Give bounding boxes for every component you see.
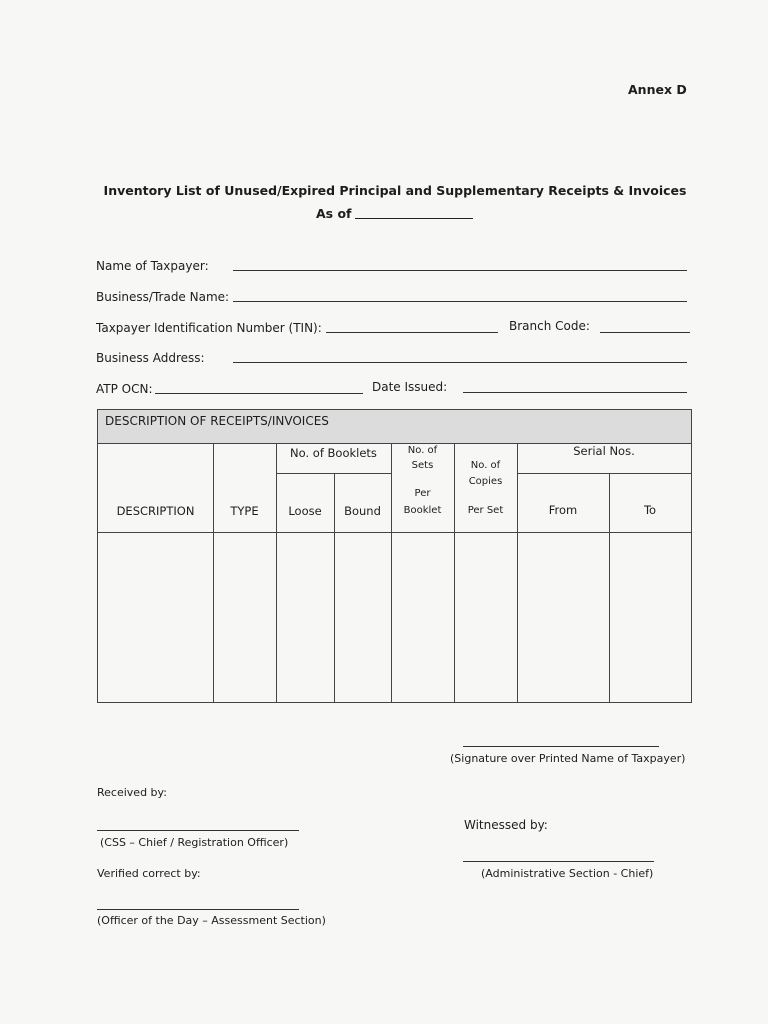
col-copies-line1: No. of [470,460,501,471]
taxpayer-signature-line[interactable] [463,746,659,747]
css-signature-line[interactable] [97,830,299,831]
css-signature-label: (CSS – Chief / Registration Officer) [100,836,289,849]
taxpayer-name-label: Name of Taxpayer: [96,259,209,273]
taxpayer-name-field[interactable] [233,270,687,271]
col-description: DESCRIPTION [116,504,195,518]
witnessed-by-label: Witnessed by: [464,818,548,832]
col-from: From [548,503,578,517]
verified-by-label: Verified correct by: [97,867,201,880]
col-booklets: No. of Booklets [290,446,377,460]
atp-ocn-field[interactable] [155,393,363,394]
officer-signature-line[interactable] [97,909,299,910]
col-copies-line2: Copies [468,476,503,487]
address-label: Business Address: [96,351,205,365]
col-sets-line4: Booklet [403,505,442,516]
as-of-label: As of [316,206,352,221]
col-sets-line3: Per [414,488,431,499]
tin-label: Taxpayer Identification Number (TIN): [96,321,322,335]
table-entry-area[interactable] [98,533,691,703]
address-field[interactable] [233,362,687,363]
received-by-label: Received by: [97,786,167,799]
admin-signature-line[interactable] [463,861,654,862]
col-loose: Loose [288,504,322,518]
trade-name-field[interactable] [233,301,687,302]
admin-signature-label: (Administrative Section - Chief) [481,867,654,880]
branch-code-label: Branch Code: [509,319,590,333]
officer-signature-label: (Officer of the Day – Assessment Section) [97,914,326,927]
date-issued-field[interactable] [463,392,687,393]
annex-label: Annex D [628,82,687,97]
col-bound: Bound [344,504,381,518]
serial-subdivider [517,473,691,474]
col-serial: Serial Nos. [573,444,635,458]
trade-name-label: Business/Trade Name: [96,290,230,304]
table-header-band [98,410,691,444]
col-type: TYPE [230,504,259,518]
date-issued-label: Date Issued: [372,380,448,394]
receipts-table [97,409,692,703]
col-sets-line1: No. of [407,445,438,456]
col-sets-line2: Sets [411,460,434,471]
taxpayer-signature-label: (Signature over Printed Name of Taxpayer) [450,752,686,765]
tin-field[interactable] [326,332,498,333]
booklets-subdivider [276,473,391,474]
form-title: Inventory List of Unused/Expired Principal and Supplementary Receipts & Invoices [103,183,687,198]
col-copies-line3: Per Set [467,505,504,516]
table-header-title: DESCRIPTION OF RECEIPTS/INVOICES [105,414,329,428]
branch-code-field[interactable] [600,332,690,333]
col-to: To [643,503,657,517]
atp-ocn-label: ATP OCN: [96,382,153,396]
as-of-blank[interactable] [355,218,473,219]
